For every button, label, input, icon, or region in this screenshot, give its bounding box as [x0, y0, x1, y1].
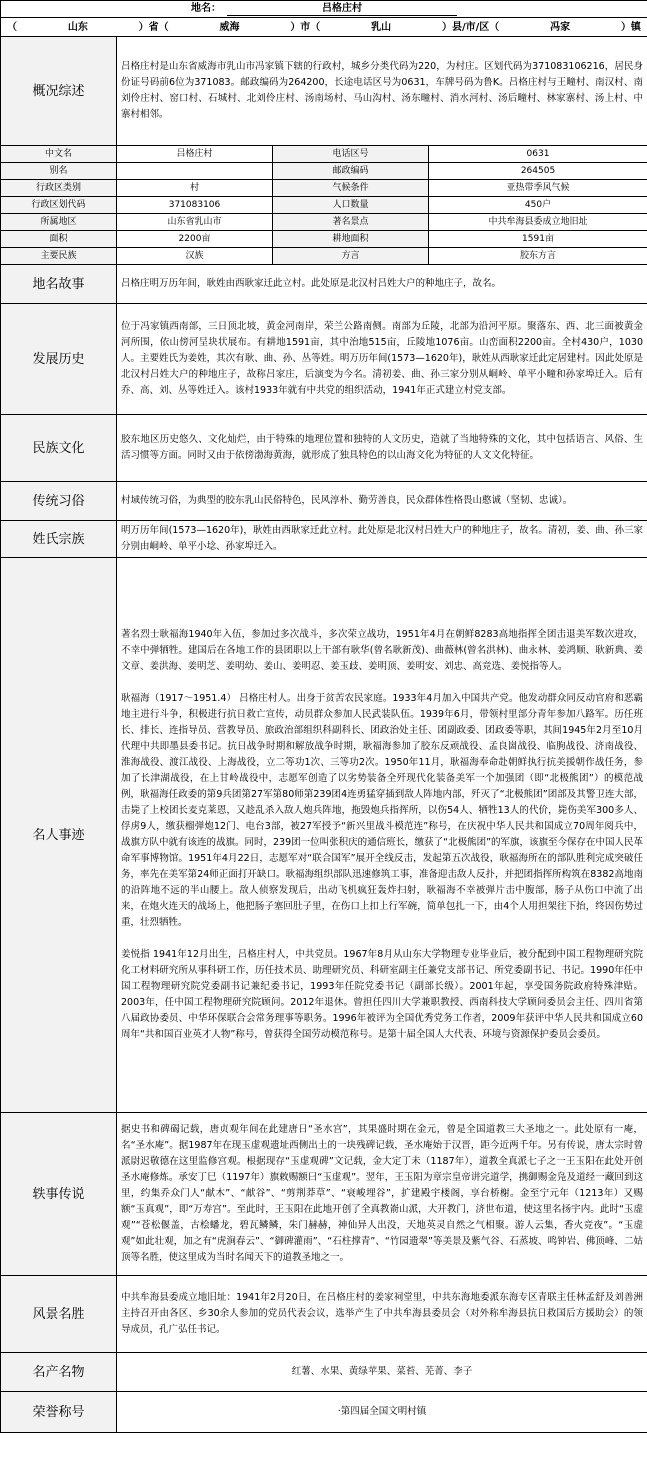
custom-row — [1, 482, 647, 521]
address-part: ）省（ — [138, 21, 169, 33]
info-label: 著名景点 — [273, 214, 429, 231]
products-text: 红薯、水果、黄绿苹果、菜苔、芜菁、李子 — [117, 1353, 647, 1392]
info-label: 电话区号 — [273, 146, 429, 163]
info-label: 气候条件 — [273, 180, 429, 197]
history-title: 发展历史 — [1, 304, 117, 415]
address-line — [1, 21, 647, 34]
info-value — [117, 163, 273, 180]
history-text: 位于冯家镇西南部，三日顶北坡，黄金河南岸，荣兰公路南侧。南部为丘陵，北部为沿河平原。聚落东、西、北三面被黄金河所围，依山傍河呈块状展布。有耕地1591亩，其中治地515亩，丘陵地1076亩。山峦面积2200亩。全村430户，1030人。主要姓氏为姜姓，其次有耿、曲、孙、丛等姓。明万历年间(1573—1620年)，耿姓从西耿家迁此定居建村。因此处原是北汉村吕姓大户的种地庄子，故称吕家庄，后演变为今名。清初姜、曲、孙三家分别从峒岭、单平小疃和孙家埠迁入。后有乔、高、刘、丛等姓迁入。该村1933年就有中共党的组织活动，1941年正式建立村党支部。 — [117, 304, 647, 415]
place-name-value: 吕格庄村 — [227, 2, 457, 16]
people-text — [117, 558, 647, 1113]
history-row — [1, 304, 647, 415]
scenic-text: 中共牟海县委成立地旧址：1941年2月20日，在吕格庄村的姜家祠堂里，中共东海地委派东海专区青联主任林孟舒及刘善洲主持召开由各区、乡30余人参加的党员代表会议，选举产生了中共牟海县委员会（对外称牟海县抗日救国后方援助会）的领导成员，孔广弘任书记。 — [117, 1276, 647, 1353]
people-title: 名人事迹 — [1, 558, 117, 1113]
address-part: ）县/市/区（ — [441, 21, 500, 33]
info-label: 面积 — [1, 231, 117, 248]
honor-title: 荣誉称号 — [1, 1392, 117, 1433]
legend-text: 据史书和碑碣记载，唐贞观年间在此建唐日“圣水宫”，其果盛时期在金元，曾是全国道教三大圣地之一。此处原有一庵，名“圣水庵”。据1987年在现玉虚观遗址西侧出土的一块残碑记载，圣水庵始于汉晋，距今近两千年。另有传说，唐太宗时曾派尉迟敬德在这里监修宫观。根据现存“玉虚观碑”文记载，金大定丁未（1187年），道教全真派七子之一王玉阳在此处开创圣水庵修炼。承安丁巳（1197年）旗敕赐额曰“玉虚观”。翌年，王玉阳为章宗皇帝讲完道学，携御赐金凫及道经一藏回到这里，约集乔众门人“献木”、“献谷”、“剪荆莽草”、“衰峻埋谷”，扩建殿宇楼阁，享台桥榭。金至宁元年（1213年）又赐额“玉真观”，即“万寿宫”。至此时，王玉阳在此地开创了全真教嵛山派，大开教门，济世布道，使这里名扬宇内。此时“玉虚观”“苍松偃盖，古桧蟠龙，碧瓦鳞鳞，朱门赫赫，神仙异人出没，天地英灵自然之气相聚。游人云集，香火竞夜”。“玉虚观”如此壮观，加之有“虎涧春云”、“御碑灌雨”、“石柱撑青”、“竹园遗翠”等美景及紫气谷、石蒸坡、鸣钟岩、佛顶峰、二姑顶等名胜，使这里成为当时名闻天下的道教圣地之一。 — [117, 1113, 647, 1276]
story-title: 地名故事 — [1, 265, 117, 304]
clan-text: 明万历年间(1573—1620年)，耿姓由西耿家迁此立村。此处原是北汉村吕姓大户的种地庄子，故名。清初，姜、曲、孙三家分别由峒岭、单平小埝、孙家埠迁入。 — [117, 521, 647, 558]
info-label: 别名 — [1, 163, 117, 180]
info-row — [1, 180, 647, 197]
info-value: 亚热带季风气候 — [429, 180, 647, 197]
people-paragraph: 耿福海（1917～1951.4） 吕格庄村人。出身于贫苦农民家庭。1933年4月加入中国共产党。他发动群众同反动官府和恶霸地主进行斗争，积极进行抗日救亡宣传，动员群众参加人民武装队伍。1939年6月，带领村里部分青年参加八路军。历任班长、排长、连指导员、营教导员、旅政治部组织科副科长、团政治处主任、团副政委、团政委等职，其间1945年2月至10月代理中共即墨县委书记。抗日战争时期和解放战争时期，耿福海参加了胶东反顽战役、孟良崮战役、临朐战役、济南战役、淮海战役、渡江战役、上海战役，立二等功1次、三等功2次。1950年11月，耿福海奉命赴朝鲜执行抗美援朝作战任务，参加了长津湖战役，在上甘岭战役中，志愿军创造了以劣势装备全歼现代化装备美军一个加强团（即“北极熊团”）的模范战例，耿福海任政委的第9兵团第27军第80师第239团4连勇猛穿插到敌人阵地内部，歼灭了“北极熊团”团部及其警卫连大部，击毙了上校团长麦克莱恩，又趁乱杀入敌人炮兵阵地，拖毁炮兵指挥所，以伤54人、牺牲13人的代价，毙伤美军300多人、俘虏9人，缴获榴弹炮12门、电台3部，被27军授予“新兴里战斗模范连”称号，在庆祝中华人民共和国成立70周年阅兵中，战旗方队中就有该连的战旗。同时，239团一位叫张积庆的通信班长，缴获了“北极熊团”的军旗，该旗至今保存在中国人民革命军事博物馆。1951年4月22日，志愿军对“联合国军”展开全线反击，发起第五次战役，耿福海所在的部队胜利完成突破任务，率先在美军第24师正面打开缺口。耿福海组织部队迅速修筑工事，准备迎击敌人反扑，并把团指挥所构筑在8382高地南的沿阵地不远的半山腰上。敌人侦察发现后，出动飞机疯狂轰炸扫射，耿福海不幸被弹片击中腹部，肠子从伤口中流了出来，在炮火连天的战场上，他把肠子塞回肚子里，在伤口上扣上行军碗，简单包扎一下，由4个人用担架往下抬，终因伤势过重，壮烈牺牲。 — [121, 693, 643, 928]
info-label: 邮政编码 — [273, 163, 429, 180]
honor-text: ·第四届全国文明村镇 — [117, 1392, 647, 1433]
people-row — [1, 558, 647, 1113]
info-value: 1591亩 — [429, 231, 647, 248]
info-label: 人口数量 — [273, 197, 429, 214]
clan-row — [1, 521, 647, 558]
info-label: 主要民族 — [1, 248, 117, 265]
info-value: 吕格庄村 — [117, 146, 273, 163]
address-part: ）市（ — [290, 21, 321, 33]
address-part: ）镇 — [620, 21, 641, 33]
overview-text: 吕格庄村是山东省威海市乳山市冯家镇下辖的行政村，城乡分类代码为220，为村庄。区划代码为371083106216，居民身份证号码前6位为371083。邮政编码为264200，长途电话区号为0631，车牌号码为鲁K。吕格庄村与王疃村、南汉村、南刘伶庄村、窑口村、石城村、北刘伶庄村、汤南场村、马山沟村、汤东疃村、消水河村、汤后疃村、林家寨村、汤上村、中寨村相邻。 — [117, 37, 647, 146]
info-label: 所属地区 — [1, 214, 117, 231]
info-label: 中文名 — [1, 146, 117, 163]
info-row — [1, 231, 647, 248]
people-paragraph: 姜悦指 1941年12月出生，吕格庄村人，中共党员。1967年8月从山东大学物理专业毕业后，被分配到中国工程物理研究院化工材料研究所从事科研工作，历任技术员、助理研究员、科研室副主任兼党支部书记、所党委副书记、书记。1990年任中国工程物理研究院党委副书记兼纪委书记，1993年任院党委书记（副部长级）。2001年起，享受国务院政府特殊津贴。2003年，任中国工程物理研究院顾问。2012年退休。曾担任四川大学兼职教授、西南科技大学顾问委员会主任、四川省第八届政协委员、中华环保联合会常务理事等职务。1996年被评为全国优秀党务工作者，2009年获评中华人民共和国成立60周年“共和国百业英才人物”称号，曾获得全国劳动模范称号。是第十届全国人大代表、环境与资源保护委员会委员。 — [121, 949, 643, 1040]
info-value: 胶东方言 — [429, 248, 647, 265]
info-value: 450户 — [429, 197, 647, 214]
info-row — [1, 248, 647, 265]
address-row — [1, 18, 647, 37]
info-value: 村 — [117, 180, 273, 197]
address-city: 威海 — [219, 21, 240, 33]
info-value: 山东省乳山市 — [117, 214, 273, 231]
clan-title: 姓氏宗族 — [1, 521, 117, 558]
honor-row — [1, 1392, 647, 1433]
info-value: 264505 — [429, 163, 647, 180]
overview-title: 概况综述 — [1, 37, 117, 146]
info-label: 行政区划代码 — [1, 197, 117, 214]
culture-row — [1, 415, 647, 482]
custom-title: 传统习俗 — [1, 482, 117, 521]
culture-title: 民族文化 — [1, 415, 117, 482]
address-county: 乳山 — [371, 21, 392, 33]
info-row — [1, 197, 647, 214]
info-value: 371083106 — [117, 197, 273, 214]
culture-text: 胶东地区历史悠久、文化灿烂，由于特殊的地理位置和独特的人文历史，造就了当地特殊的文化，其中包括语言、风俗、生活习惯等方面。同时又由于依傍渤海黄海，就形成了独具特色的以山海文化为特征的人文文化特征。 — [117, 415, 647, 482]
legend-row — [1, 1113, 647, 1276]
scenic-title: 风景名胜 — [1, 1276, 117, 1353]
info-value: 2200亩 — [117, 231, 273, 248]
story-text: 吕格庄明万历年间，耿姓由西耿家迁此立村。此处原是北汉村吕姓大户的种地庄子，故名。 — [117, 265, 647, 304]
overview-row — [1, 37, 647, 146]
custom-text: 村域传统习俗，为典型的胶东乳山民俗特色，民风淳朴、勤劳善良，民众群体性格畏山憨诚（坚韧、忠诚）。 — [117, 482, 647, 521]
people-paragraph: 著名烈士耿福海1940年入伍，参加过多次战斗，多次荣立战功，1951年4月在朝鲜8283高地指挥全团击退美军数次进攻，不幸中弹牺牲。建国后在各地工作的县团职以上干部有耿华(曾名耿新茂)、曲薇林(曾名洪林)、曲永林、姜鸿顺、耿新典、姜文章、姜洪海、姜明芝、姜明幼、姜山、姜明忍、姜玉歧、姜明顶、姜明安、刘忠、高竞选、姜悦指等人。 — [121, 629, 643, 672]
address-province: 山东 — [67, 21, 88, 33]
info-row — [1, 214, 647, 231]
info-value: 中共牟海县委成立地旧址 — [429, 214, 647, 231]
address-part: （ — [7, 21, 17, 33]
info-row — [1, 146, 647, 163]
products-row — [1, 1353, 647, 1392]
info-label: 行政区类别 — [1, 180, 117, 197]
info-value: 汉族 — [117, 248, 273, 265]
place-name — [191, 2, 457, 16]
address-town: 冯家 — [550, 21, 571, 33]
info-value: 0631 — [429, 146, 647, 163]
info-label: 耕地面积 — [273, 231, 429, 248]
info-label: 方言 — [273, 248, 429, 265]
info-row — [1, 163, 647, 180]
legend-title: 轶事传说 — [1, 1113, 117, 1276]
scenic-row — [1, 1276, 647, 1353]
place-name-label: 地名： — [191, 3, 221, 14]
products-title: 名产名物 — [1, 1353, 117, 1392]
header-row — [1, 1, 647, 18]
story-row — [1, 265, 647, 304]
